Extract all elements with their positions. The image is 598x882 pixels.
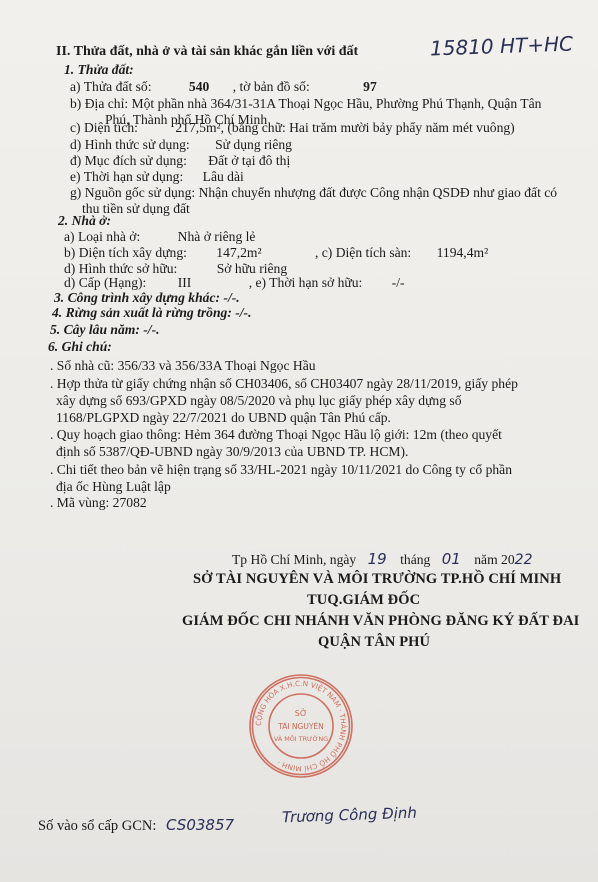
signer-signature: Trương Công Định	[281, 803, 418, 827]
date-year: 22	[514, 552, 533, 568]
address-line-2: Phú, Thành phố Hồ Chí Minh	[105, 112, 268, 127]
map-sheet-number: 97	[363, 79, 377, 94]
build-area-value: 147,2m²	[216, 245, 262, 260]
corner-handwritten-note: 15810 HT+HC	[429, 31, 574, 61]
area-label: c) Diện tích:	[70, 120, 138, 135]
parcel-number: 540	[188, 79, 210, 94]
use-form-label: d) Hình thức sử dụng:	[70, 137, 190, 152]
grade-line	[64, 275, 405, 291]
floor-area-value: 1194,4m²	[436, 245, 489, 260]
planted-forest-line: 4. Rừng sản xuất là rừng trồng: -/-.	[52, 305, 252, 320]
note-region-code: . Mã vùng: 27082	[50, 495, 147, 510]
official-seal	[247, 672, 355, 780]
place-date-line	[232, 551, 532, 568]
grade-label: d) Cấp (Hạng):	[64, 275, 147, 290]
date-year-label: năm 20	[474, 552, 515, 567]
note-old-address: . Số nhà cũ: 356/33 và 356/33A Thoại Ngọc Hầu	[50, 358, 316, 373]
date-month: 01	[441, 550, 461, 568]
area-value: 217,5m², (bằng chữ: Hai trăm mười bảy phẩy năm mét vuông)	[175, 120, 515, 135]
purpose-line	[70, 153, 290, 169]
note-planning-line-1: . Quy hoạch giao thông: Hẻm 364 đường Thoại Ngọc Hầu lộ giới: 12m (theo quyết	[50, 427, 502, 442]
purpose-label: đ) Mục đích sử dụng:	[70, 153, 187, 168]
house-type-label: a) Loại nhà ở:	[64, 229, 141, 244]
seal-center-line-2: TÀI NGUYÊN	[278, 722, 324, 731]
area-line	[70, 120, 515, 136]
registry-number: CS03857	[166, 816, 235, 834]
origin-line-1: g) Nguồn gốc sử dụng: Nhận chuyển nhượng đất được Công nhận QSDĐ như giao đất có	[70, 185, 558, 200]
land-heading: 1. Thửa đất:	[64, 62, 134, 77]
parcel-line	[70, 79, 377, 95]
place-date-label: Tp Hồ Chí Minh, ngày	[232, 552, 357, 567]
director-title: GIÁM ĐỐC CHI NHÁNH VĂN PHÒNG ĐĂNG KÝ ĐẤT ĐAI	[182, 613, 580, 629]
house-type-line	[64, 229, 255, 245]
house-type-value: Nhà ở riêng lẻ	[177, 229, 256, 244]
note-drawing-line-2: địa ốc Hùng Luật lập	[56, 479, 171, 494]
date-day: 19	[367, 550, 387, 568]
perennial-trees-line: 5. Cây lâu năm: -/-.	[50, 322, 160, 337]
term-label: e) Thời hạn sử dụng:	[70, 169, 184, 184]
department-name: SỞ TÀI NGUYÊN VÀ MÔI TRƯỜNG TP.HỒ CHÍ MINH	[193, 571, 562, 587]
address-line-1: b) Địa chỉ: Một phần nhà 364/31-31A Thoại Ngọc Hầu, Phường Phú Thạnh, Quận Tân	[70, 96, 542, 111]
ownership-term-label: , e) Thời hạn sở hữu:	[248, 275, 363, 290]
ownership-value: Sở hữu riêng	[216, 261, 288, 276]
date-month-label: tháng	[400, 552, 431, 567]
registry-label: Số vào sổ cấp GCN:	[38, 818, 157, 834]
grade-value: III	[177, 275, 192, 290]
floor-area-label: , c) Diện tích sàn:	[314, 245, 412, 260]
note-merge-line-3: 1168/PLGPXD ngày 22/7/2021 do UBND quận Tân Phú cấp.	[56, 410, 391, 425]
district-name: QUẬN TÂN PHÚ	[318, 634, 431, 650]
note-merge-line-2: xây dựng số 693/GPXD ngày 08/5/2020 và phụ lục giấy phép xây dựng số	[56, 393, 462, 408]
note-merge-line-1: . Hợp thửa từ giấy chứng nhận số CH03406, số CH03407 ngày 28/11/2019, giấy phép	[50, 376, 518, 391]
use-form-value: Sử dụng riêng	[215, 137, 292, 152]
build-area-label: b) Diện tích xây dựng:	[64, 245, 187, 260]
origin-line-2: thu tiền sử dụng đất	[82, 201, 190, 216]
note-drawing-line-1: . Chi tiết theo bản vẽ hiện trạng số 33/HL-2021 ngày 10/11/2021 do Công ty cổ phần	[50, 462, 512, 477]
seal-ring-text: CỘNG HÒA X.H.C.N VIỆT NAM · THÀNH PHỐ HỒ CHÍ MINH ·	[253, 678, 349, 774]
deputy-title: TUQ.GIÁM ĐỐC	[307, 592, 421, 608]
term-value: Lâu dài	[202, 169, 244, 184]
note-planning-line-2: định số 5387/QĐ-UBND ngày 30/9/2013 của UBND TP. HCM).	[56, 444, 409, 459]
house-heading: 2. Nhà ở:	[58, 213, 111, 228]
seal-center-line-3: VÀ MÔI TRƯỜNG	[273, 735, 329, 743]
parcel-label: a) Thửa đất số:	[70, 79, 152, 94]
ownership-label: d) Hình thức sở hữu:	[64, 261, 178, 276]
ownership-term-value: -/-	[391, 275, 405, 290]
other-works-line: 3. Công trình xây dựng khác: -/-.	[54, 290, 240, 305]
seal-center-line-1: SỞ	[294, 709, 308, 718]
build-area-line	[64, 245, 488, 261]
purpose-value: Đất ở tại đô thị	[208, 153, 291, 168]
notes-heading: 6. Ghi chú:	[48, 339, 112, 354]
map-sheet-label: , tờ bản đồ số:	[232, 79, 310, 94]
term-line	[70, 169, 244, 185]
use-form-line	[70, 137, 292, 153]
registry-line	[38, 817, 234, 834]
section-title: II. Thửa đất, nhà ở và tài sản khác gắn liền với đất	[56, 44, 359, 59]
